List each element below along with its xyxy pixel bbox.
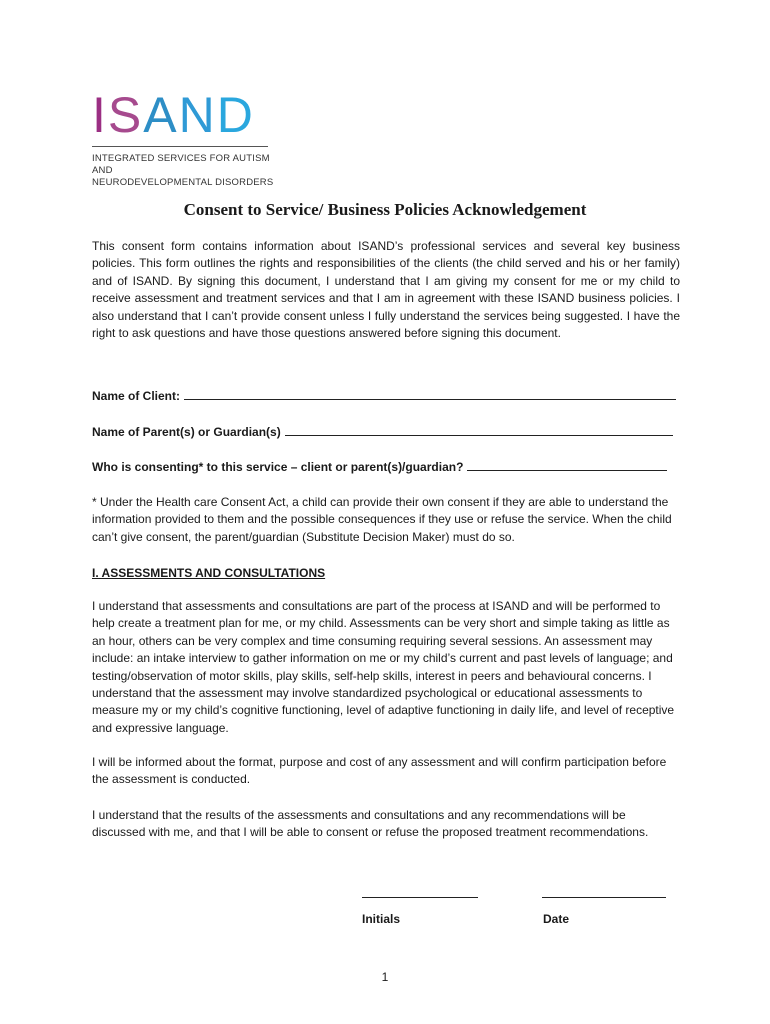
logo-letter: N	[178, 87, 217, 143]
logo-letter: A	[143, 87, 179, 143]
consenting-party-field	[92, 458, 667, 474]
consenting-party-input[interactable]	[467, 458, 667, 471]
consent-footnote: * Under the Health care Consent Act, a child can provide their own consent if they are able to understand the information provided to them and the possible consequences if they use or refuse the service. When the child can’t give consent, the parent/guardian (Substitute Decision Maker) must do so.	[92, 495, 672, 544]
date-line[interactable]	[542, 897, 666, 898]
client-name-label: Name of Client:	[92, 389, 181, 403]
date-label: Date	[543, 912, 570, 926]
logo-letter: I	[92, 87, 108, 143]
logo-subtitle	[92, 153, 282, 189]
logo-letter: S	[107, 87, 144, 143]
guardian-name-label: Name of Parent(s) or Guardian(s)	[92, 425, 281, 439]
initials-label: Initials	[362, 912, 401, 926]
consenting-party-label: Who is consenting* to this service – client or parent(s)/guardian?	[92, 460, 464, 474]
logo-letter: D	[216, 87, 255, 143]
logo-subtitle-line: INTEGRATED SERVICES FOR AUTISM AND	[92, 153, 270, 176]
format-paragraph: I will be informed about the format, purpose and cost of any assessment and will confirm participation before the assessment is conducted.	[92, 755, 667, 787]
results-paragraph: I understand that the results of the assessments and consultations and any recommendations will be discussed with me, and that I will be able to consent or refuse the proposed treatment recommendations.	[92, 808, 649, 840]
logo-subtitle-line: NEURODEVELOPMENTAL DISORDERS	[92, 177, 274, 188]
initials-line[interactable]	[362, 897, 478, 898]
guardian-name-field	[92, 423, 673, 439]
logo-divider	[92, 146, 268, 147]
client-name-field	[92, 387, 676, 403]
document-title: Consent to Service/ Business Policies Acknowledgement	[183, 200, 587, 219]
section-heading-assessments: I. ASSESSMENTS AND CONSULTATIONS	[92, 566, 326, 580]
intro-paragraph: This consent form contains information about ISAND’s professional services and several key business policies. This form outlines the rights and responsibilities of the clients (the child served and his or her family) and of ISAND. By signing this document, I understand that I am giving my consent for me or my child to receive assessment and treatment services and that I am in agreement with these ISAND business policies. I also understand that I can’t provide consent unless I fully understand the services being suggested. I have the right to ask questions and have those questions answered before signing this document.	[92, 239, 680, 341]
page-number: 1	[381, 970, 389, 984]
client-name-input[interactable]	[184, 387, 676, 400]
guardian-name-input[interactable]	[285, 423, 673, 436]
isand-logo	[92, 88, 282, 189]
logo-wordmark	[92, 88, 282, 142]
assessments-paragraph: I understand that assessments and consultations are part of the process at ISAND and will be performed to help create a treatment plan for me, or my child. Assessments can be very short and simple taking as little as an hour, others can be very complex and time consuming requiring several sessions. An assessment may include: an intake interview to gather information on me or my child’s current and past levels of language; and testing/observation of motor skills, play skills, self-help skills, interest in peers and behavioural concerns. I understand that the assessment may involve standardized psychological or educational assessments to measure my or my child’s cognitive functioning, level of adaptive functioning in daily life, and level of receptive and expressive language.	[92, 599, 675, 735]
